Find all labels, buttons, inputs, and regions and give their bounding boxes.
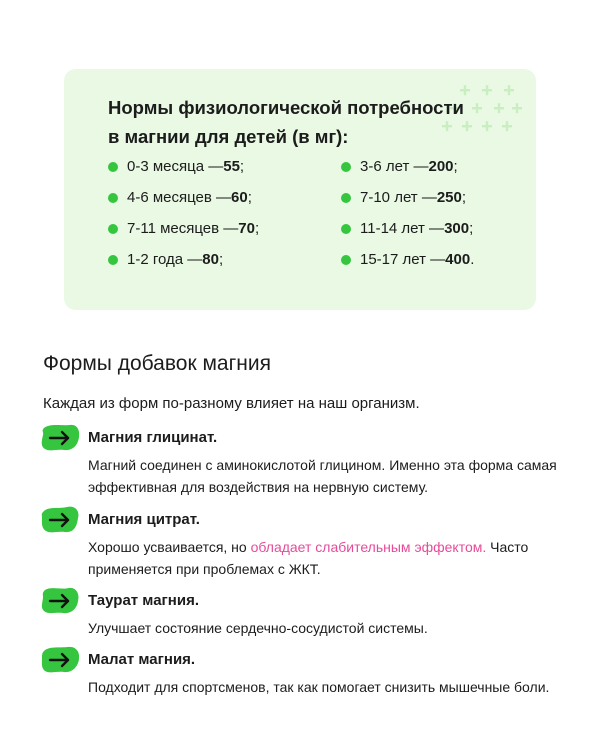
form-desc: Улучшает состояние сердечно-сосудистой системы.: [88, 620, 428, 636]
norm-item: [108, 250, 223, 270]
norm-value: 200: [428, 158, 454, 175]
norm-label: 11-14 лет —: [360, 220, 445, 237]
norm-label: 0-3 месяца —: [127, 158, 224, 175]
norm-item: [341, 157, 458, 177]
norm-suffix: ;: [461, 189, 467, 206]
green-dot-icon: [341, 162, 351, 172]
norm-value: 60: [231, 189, 248, 206]
norm-suffix: .: [470, 251, 475, 268]
laxative-effect-link[interactable]: обладает слабительным эффектом.: [250, 539, 487, 555]
norm-suffix: ;: [254, 220, 260, 237]
norm-label: 7-10 лет —: [360, 189, 437, 206]
arrow-right-icon: [40, 585, 80, 617]
arrow-right-icon: [40, 644, 80, 676]
norms-title-line2: в магнии для детей (в мг):: [108, 126, 349, 147]
forms-intro: Каждая из форм по-разному влияет на наш организм.: [43, 395, 420, 412]
green-dot-icon: [108, 224, 118, 234]
forms-title: Формы добавок магния: [43, 352, 271, 375]
norm-suffix: ;: [239, 158, 245, 175]
norm-label: 1-2 года —: [127, 251, 203, 268]
form-desc: Магний соединен с аминокислотой глицином. Именно эта форма самая эффективная для воздействия на нервную систему.: [88, 457, 557, 495]
form-desc-text: Хорошо усваивается, но: [88, 539, 251, 555]
green-dot-icon: [108, 255, 118, 265]
norms-card: [64, 69, 536, 310]
norm-item: [341, 188, 466, 208]
norm-label: 4-6 месяцев —: [127, 189, 232, 206]
norm-item: [341, 219, 473, 239]
arrow-right-icon: [40, 422, 80, 454]
norm-value: 55: [223, 158, 240, 175]
form-name: Магния глицинат.: [88, 429, 218, 446]
norm-suffix: ;: [247, 189, 252, 206]
norm-value: 250: [436, 189, 462, 206]
norm-label: 3-6 лет —: [360, 158, 429, 175]
green-dot-icon: [108, 193, 118, 203]
green-dot-icon: [108, 162, 118, 172]
norm-value: 70: [238, 220, 255, 237]
form-desc: [88, 536, 568, 580]
norm-value: 80: [202, 251, 219, 268]
norms-title: [108, 93, 508, 151]
norm-item: [108, 219, 259, 239]
green-dot-icon: [341, 224, 351, 234]
norm-suffix: ;: [453, 158, 458, 175]
form-name: Таурат магния.: [88, 592, 199, 609]
form-desc: Подходит для спортсменов, так как помогает снизить мышечные боли.: [88, 679, 550, 695]
norm-label: 15-17 лет —: [360, 251, 446, 268]
norms-list: [64, 157, 536, 287]
norm-item: [341, 250, 474, 270]
form-desc-text: Часто применяется при проблемах с ЖКТ.: [88, 539, 529, 577]
norm-suffix: ;: [218, 251, 224, 268]
green-dot-icon: [341, 255, 351, 265]
form-name: Магния цитрат.: [88, 511, 200, 528]
norm-value: 300: [444, 220, 470, 237]
norm-suffix: ;: [469, 220, 474, 237]
arrow-right-icon: [40, 504, 80, 536]
norm-value: 400: [445, 251, 471, 268]
form-name: Малат магния.: [88, 651, 196, 668]
norm-label: 7-11 месяцев —: [127, 220, 239, 237]
norms-title-line1: Нормы физиологической потребности: [108, 97, 464, 118]
norm-item: [108, 188, 252, 208]
norm-item: [108, 157, 244, 177]
green-dot-icon: [341, 193, 351, 203]
